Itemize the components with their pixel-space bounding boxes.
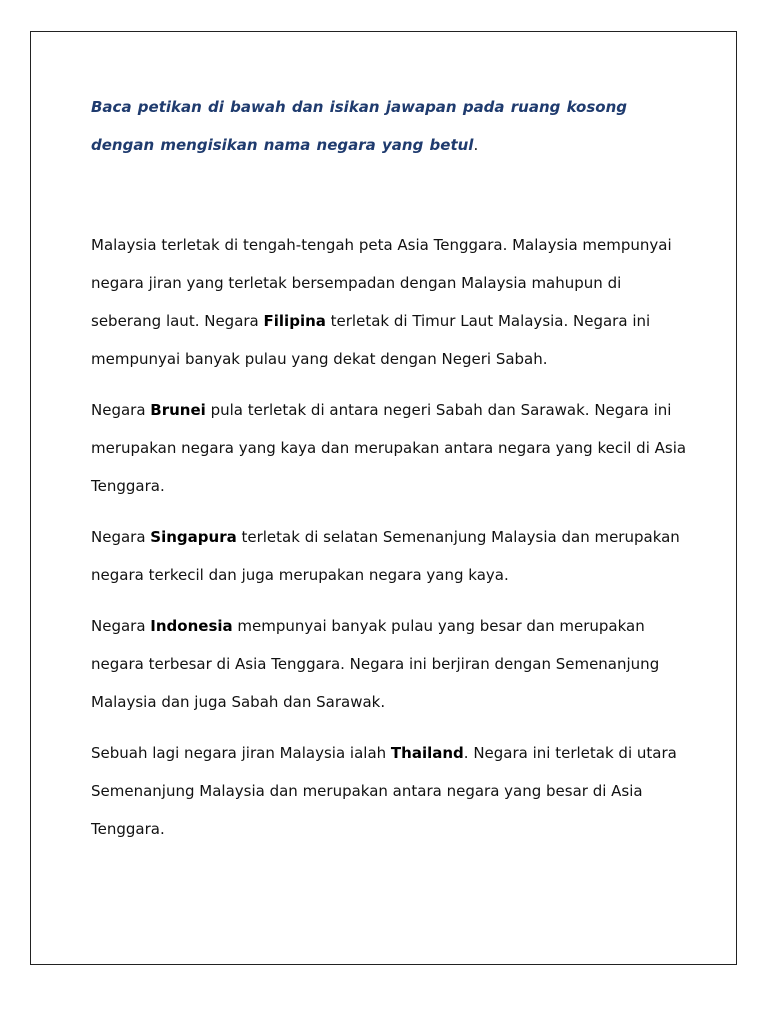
- paragraph-3: [91, 518, 691, 594]
- instruction-body: Baca petikan di bawah dan isikan jawapan pada ruang kosong dengan mengisikan nama negara yang betul: [91, 98, 627, 154]
- paragraph-3-text-b: terletak di selatan Semenanjung Malaysia dan merupakan negara terkecil dan juga merupakan negara yang kaya.: [91, 528, 680, 584]
- paragraph-4-text-b: mempunyai banyak pulau yang besar dan merupakan negara terbesar di Asia Tenggara. Negara ini berjiran dengan Semenanjung Malaysia dan juga Sabah dan Sarawak.: [91, 617, 660, 711]
- paragraph-1-text-b: terletak di Timur Laut Malaysia. Negara ini mempunyai banyak pulau yang dekat dengan Negeri Sabah.: [91, 312, 651, 368]
- country-answer-singapura: Singapura: [150, 528, 237, 546]
- country-answer-brunei: Brunei: [150, 401, 206, 419]
- paragraph-4: [91, 607, 691, 721]
- paragraph-5: [91, 734, 691, 848]
- country-answer-thailand: Thailand: [390, 744, 464, 762]
- instruction-period: .: [473, 136, 479, 154]
- paragraph-4-text-a: Negara: [91, 617, 151, 635]
- paragraph-5-text-b: . Negara ini terletak di utara Semenanjung Malaysia dan merupakan antara negara yang besar di Asia Tenggara.: [91, 744, 677, 838]
- paragraph-5-text-a: Sebuah lagi negara jiran Malaysia ialah: [91, 744, 391, 762]
- paragraph-2-text-b: pula terletak di antara negeri Sabah dan Sarawak. Negara ini merupakan negara yang kaya dan merupakan antara negara yang kecil di Asia Tenggara.: [91, 401, 687, 495]
- paragraph-2-text-a: Negara: [91, 401, 151, 419]
- paragraph-2: [91, 391, 691, 505]
- passage: [91, 226, 691, 848]
- instruction-text: [91, 88, 691, 164]
- paragraph-1: [91, 226, 691, 378]
- country-answer-indonesia: Indonesia: [150, 617, 233, 635]
- paragraph-3-text-a: Negara: [91, 528, 151, 546]
- paragraph-1-text-a: Malaysia terletak di tengah-tengah peta Asia Tenggara. Malaysia mempunyai negara jiran yang terletak bersempadan dengan Malaysia mahupun di seberang laut. Negara: [91, 236, 672, 330]
- worksheet-content: [91, 88, 691, 861]
- country-answer-filipina: Filipina: [263, 312, 326, 330]
